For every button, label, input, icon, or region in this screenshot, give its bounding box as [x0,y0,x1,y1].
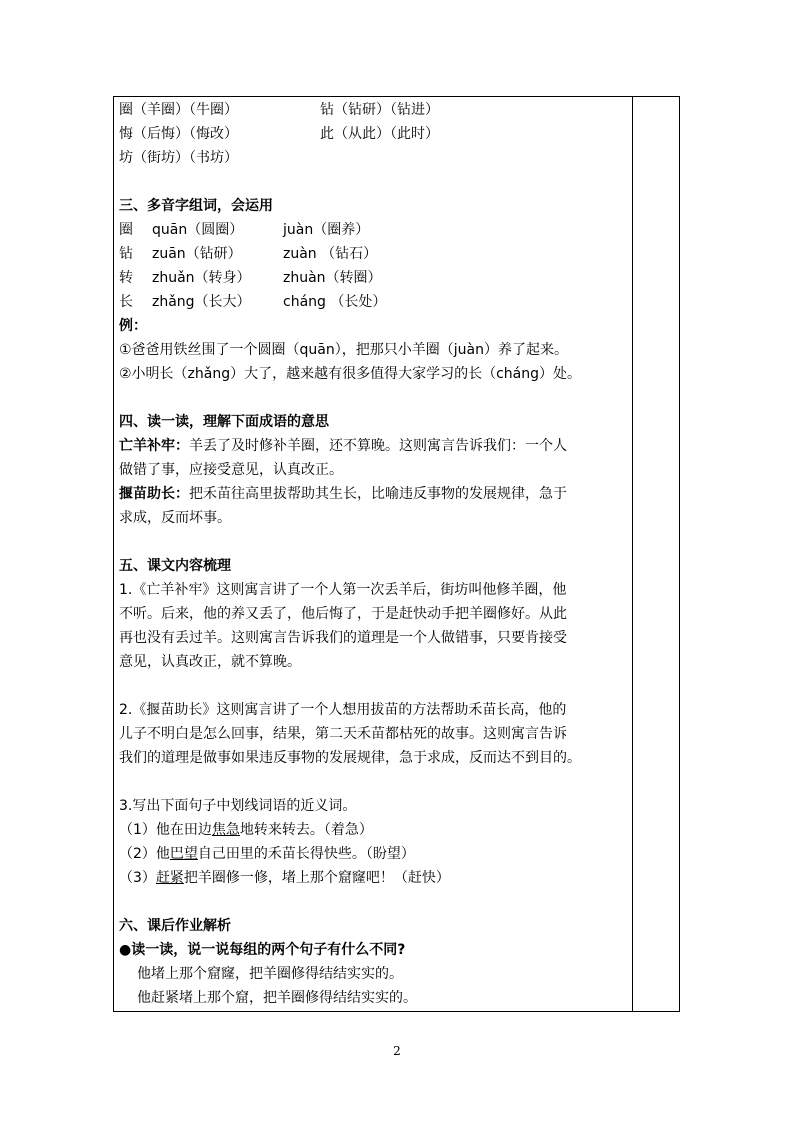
summary-line: 意见，认真改正，就不算晚。 [119,654,301,670]
group-words-row [119,148,238,168]
section3-heading: 三、多音字组词，会运用 [119,198,273,214]
synonym-item-post: 自己田里的禾苗长得快些。（盼望） [197,846,415,862]
group-words-right: 钻（钻研）（钻进） [320,102,439,118]
synonym-question: 3.写出下面句子中划线词语的近义词。 [119,798,357,814]
polyphone-char: 圈 [119,222,133,238]
group-words-left: 圈（羊圈）（牛圈） [119,102,238,118]
summary-line: 不听。后来，他的养又丢了，他后悔了，于是赶快动手把羊圈修好。从此 [119,606,567,622]
polyphone-reading-2: zuàn （钻石） [283,246,378,262]
group-words-left: 坊（街坊）（书坊） [119,150,238,166]
group-words-row [119,124,439,144]
synonym-item [119,820,373,840]
idiom-definition-cont: 做错了事，应接受意见，认真改正。 [119,462,343,478]
summary-line: 再也没有丢过羊。这则寓言告诉我们的道理是一个人做错事，只要肯接受 [119,630,567,646]
idiom-definition [119,484,567,504]
group-words-left: 悔（后悔）（悔改） [119,126,238,142]
polyphone-reading-2: juàn（圈养） [283,222,370,238]
polyphone-reading-1: zhuǎn（转身） [152,270,251,286]
polyphone-reading-2: zhuàn（转圈） [283,270,382,286]
idiom-definition [119,436,567,456]
synonym-item-post: 地转来转去。（着急） [239,822,373,838]
synonym-item-pre: （1）他在田边 [119,822,212,838]
idiom-term: 亡羊补牢： [119,438,189,454]
polyphone-reading-1: quān（圆圈） [152,222,244,238]
page-number: 2 [393,1044,401,1058]
section5-heading: 五、课文内容梳理 [119,558,231,574]
polyphone-row [119,292,387,312]
idiom-definition-cont: 求成，反而坏事。 [119,510,231,526]
example-sentence: ①爸爸用铁丝围了一个圆圈（quān），把那只小羊圈（juàn）养了起来。 [119,342,568,358]
section4-heading: 四、读一读，理解下面成语的意思 [119,414,329,430]
summary-line: 2.《揠苗助长》这则寓言讲了一个人想用拔苗的方法帮助禾苗长高，他的 [119,702,567,718]
table-column-divider [632,96,633,1012]
polyphone-char: 转 [119,270,133,286]
synonym-item-post: 把羊圈修一修，堵上那个窟窿吧！（赶快） [183,870,450,886]
polyphone-reading-2: cháng （长处） [283,294,387,310]
polyphone-reading-1: zuān（钻研） [152,246,242,262]
underlined-word: 巴望 [169,846,198,862]
example-label: 例： [119,318,147,334]
homework-sentence: 他堵上那个窟窿，把羊圈修得结结实实的。 [137,966,403,982]
homework-question: ●读一读，说一说每组的两个句子有什么不同? [119,942,406,958]
polyphone-reading-1: zhǎng（长大） [152,294,251,310]
summary-line: 1.《亡羊补牢》这则寓言讲了一个人第一次丢羊后，街坊叫他修羊圈，他 [119,582,567,598]
synonym-item-pre: （2）他 [119,846,170,862]
summary-line: 儿子不明白是怎么回事，结果，第二天禾苗都枯死的故事。这则寓言告诉 [119,726,567,742]
polyphone-row [119,244,378,264]
polyphone-row [119,220,370,240]
group-words-right: 此（从此）（此时） [320,126,439,142]
synonym-item-pre: （3） [119,870,156,886]
idiom-text: 羊丢了及时修补羊圈，还不算晚。这则寓言告诉我们：一个人 [189,438,567,454]
polyphone-char: 长 [119,294,133,310]
synonym-item [119,868,450,888]
underlined-word: 焦急 [211,822,240,838]
homework-sentence: 他赶紧堵上那个窟，把羊圈修得结结实实的。 [137,990,417,1006]
synonym-item [119,844,415,864]
summary-line: 我们的道理是做事如果违反事物的发展规律，急于求成，反而达不到目的。 [119,750,581,766]
idiom-term: 揠苗助长： [119,486,189,502]
group-words-row [119,100,439,120]
underlined-word: 赶紧 [155,870,184,886]
idiom-text: 把禾苗往高里拔帮助其生长，比喻违反事物的发展规律，急于 [189,486,567,502]
polyphone-char: 钻 [119,246,133,262]
example-sentence: ②小明长（zhǎng）大了，越来越有很多值得大家学习的长（cháng）处。 [119,366,582,382]
polyphone-row [119,268,382,288]
section6-heading: 六、课后作业解析 [119,918,231,934]
